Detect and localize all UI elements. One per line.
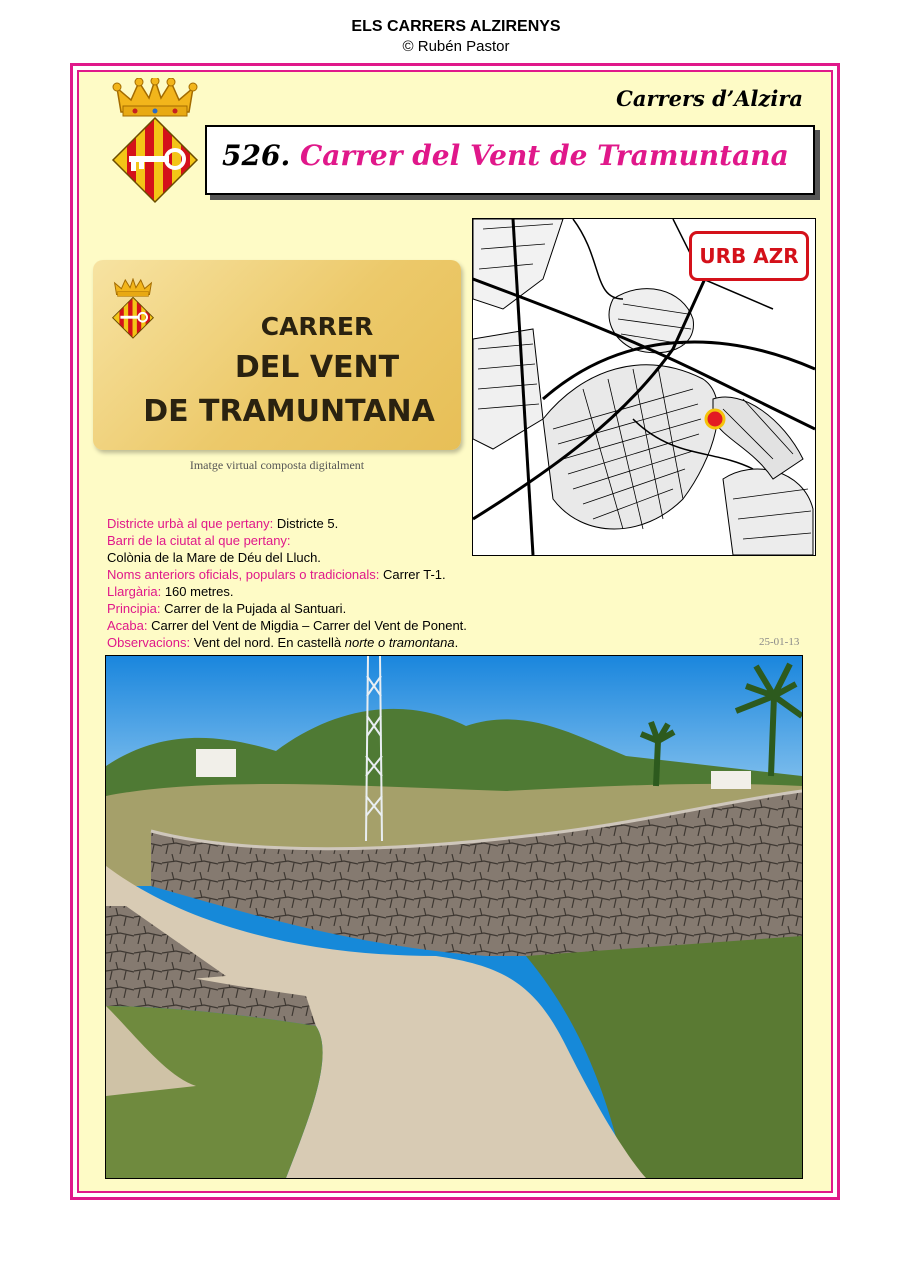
sign-line-de-tramuntana: DE TRAMUNTANA bbox=[143, 394, 435, 429]
info-row-district: Districte urbà al que pertany: Districte 5. bbox=[107, 516, 339, 531]
alzira-coat-of-arms-icon bbox=[109, 78, 201, 211]
street-photo bbox=[105, 655, 803, 1179]
info-row-observations: Observacions: Vent del nord. En castellà norte o tramontana. bbox=[107, 635, 459, 650]
card-body bbox=[77, 70, 833, 1193]
street-name: Carrer del Vent de Tramuntana bbox=[299, 139, 789, 172]
series-label: Carrers d’Alzira bbox=[616, 86, 803, 111]
sign-caption: Imatge virtual composta digitalment bbox=[189, 458, 365, 472]
street-number: 526. bbox=[222, 139, 291, 172]
street-card bbox=[70, 63, 840, 1200]
street-photo-graphic bbox=[106, 656, 802, 1178]
info-row-former-names: Noms anteriors oficials, populars o tradicionals: Carrer T-1. bbox=[107, 567, 446, 582]
district-badge: URB AZR bbox=[689, 231, 809, 281]
location-map bbox=[472, 218, 816, 556]
street-title bbox=[222, 139, 789, 172]
info-row-end: Acaba: Carrer del Vent de Migdia – Carrer del Vent de Ponent. bbox=[107, 618, 467, 633]
info-row-neighbourhood: Barri de la ciutat al que pertany: bbox=[107, 533, 291, 548]
document-title: ELS CARRERS ALZIRENYS bbox=[351, 18, 561, 35]
info-row-length: Llargària: 160 metres. bbox=[107, 584, 234, 599]
street-info bbox=[107, 515, 747, 651]
street-sign-image bbox=[93, 260, 461, 450]
street-title-box bbox=[205, 125, 815, 195]
sign-line-carrer: CARRER bbox=[260, 312, 374, 341]
location-marker-icon bbox=[706, 410, 724, 428]
info-row-neighbourhood-value: Colònia de la Mare de Déu del Lluch. bbox=[107, 550, 321, 565]
info-row-start: Principia: Carrer de la Pujada al Santuari. bbox=[107, 601, 347, 616]
publication-date: 25-01-13 bbox=[759, 636, 800, 648]
author-credit: © Rubén Pastor bbox=[402, 38, 510, 55]
sign-line-del-vent: DEL VENT bbox=[234, 350, 400, 385]
